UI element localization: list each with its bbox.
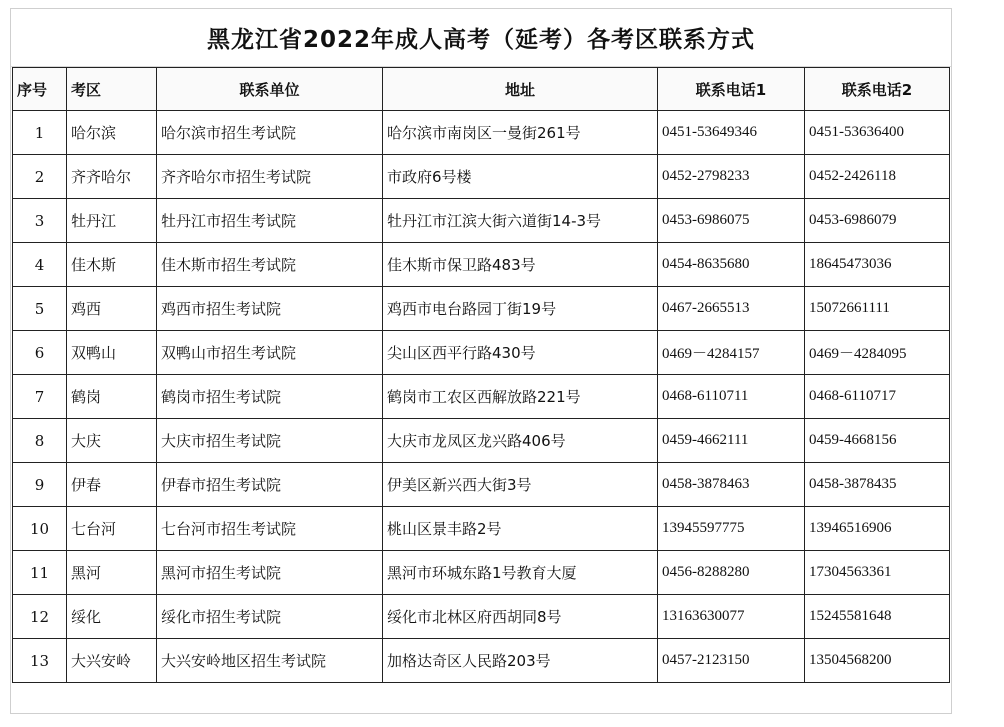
cell-address: 哈尔滨市南岗区一曼街261号 [383, 111, 658, 155]
table-row [13, 595, 950, 639]
table-row [13, 243, 950, 287]
cell-zone: 鹤岗 [67, 375, 157, 419]
cell-phone-2: 0451-53636400 [805, 111, 950, 155]
table-header [13, 68, 950, 111]
cell-zone: 绥化 [67, 595, 157, 639]
cell-phone-2: 0458-3878435 [805, 463, 950, 507]
header-phone-1: 联系电话1 [658, 68, 805, 111]
cell-phone-1: 0458-3878463 [658, 463, 805, 507]
cell-unit: 大兴安岭地区招生考试院 [157, 639, 383, 683]
cell-unit: 七台河市招生考试院 [157, 507, 383, 551]
cell-zone: 鸡西 [67, 287, 157, 331]
cell-phone-1: 0456-8288280 [658, 551, 805, 595]
cell-phone-1: 0454-8635680 [658, 243, 805, 287]
cell-seq: 7 [13, 375, 67, 419]
cell-unit: 伊春市招生考试院 [157, 463, 383, 507]
table-row [13, 375, 950, 419]
cell-phone-2: 0452-2426118 [805, 155, 950, 199]
cell-seq: 9 [13, 463, 67, 507]
cell-phone-2: 0459-4668156 [805, 419, 950, 463]
cell-phone-1: 0451-53649346 [658, 111, 805, 155]
table-row [13, 331, 950, 375]
cell-zone: 哈尔滨 [67, 111, 157, 155]
contacts-table [12, 67, 950, 683]
cell-phone-2: 13504568200 [805, 639, 950, 683]
cell-address: 佳木斯市保卫路483号 [383, 243, 658, 287]
table-row [13, 199, 950, 243]
table-row [13, 639, 950, 683]
cell-seq: 12 [13, 595, 67, 639]
page-title: 黑龙江省2022年成人高考（延考）各考区联系方式 [206, 27, 755, 53]
cell-zone: 伊春 [67, 463, 157, 507]
header-phone-2: 联系电话2 [805, 68, 950, 111]
cell-zone: 大兴安岭 [67, 639, 157, 683]
document-sheet [10, 8, 952, 714]
cell-seq: 4 [13, 243, 67, 287]
cell-zone: 大庆 [67, 419, 157, 463]
header-row [13, 68, 950, 111]
title-bar [11, 9, 951, 67]
cell-phone-1: 0453-6986075 [658, 199, 805, 243]
cell-address: 尖山区西平行路430号 [383, 331, 658, 375]
cell-seq: 11 [13, 551, 67, 595]
cell-seq: 2 [13, 155, 67, 199]
cell-zone: 齐齐哈尔 [67, 155, 157, 199]
cell-zone: 双鸭山 [67, 331, 157, 375]
cell-zone: 七台河 [67, 507, 157, 551]
cell-seq: 3 [13, 199, 67, 243]
cell-phone-1: 13163630077 [658, 595, 805, 639]
table-row [13, 463, 950, 507]
table-row [13, 155, 950, 199]
cell-zone: 佳木斯 [67, 243, 157, 287]
cell-phone-1: 0469－4284157 [658, 331, 805, 375]
cell-address: 桃山区景丰路2号 [383, 507, 658, 551]
cell-unit: 大庆市招生考试院 [157, 419, 383, 463]
cell-unit: 鸡西市招生考试院 [157, 287, 383, 331]
cell-address: 鹤岗市工农区西解放路221号 [383, 375, 658, 419]
cell-seq: 6 [13, 331, 67, 375]
cell-unit: 双鸭山市招生考试院 [157, 331, 383, 375]
cell-phone-1: 0452-2798233 [658, 155, 805, 199]
cell-phone-2: 0468-6110717 [805, 375, 950, 419]
cell-seq: 5 [13, 287, 67, 331]
cell-address: 伊美区新兴西大街3号 [383, 463, 658, 507]
cell-phone-1: 0457-2123150 [658, 639, 805, 683]
table-body [13, 111, 950, 683]
cell-seq: 10 [13, 507, 67, 551]
cell-unit: 绥化市招生考试院 [157, 595, 383, 639]
table-row [13, 551, 950, 595]
cell-phone-1: 13945597775 [658, 507, 805, 551]
cell-unit: 哈尔滨市招生考试院 [157, 111, 383, 155]
cell-address: 黑河市环城东路1号教育大厦 [383, 551, 658, 595]
table-row [13, 419, 950, 463]
cell-seq: 8 [13, 419, 67, 463]
cell-unit: 鹤岗市招生考试院 [157, 375, 383, 419]
cell-address: 大庆市龙凤区龙兴路406号 [383, 419, 658, 463]
header-address: 地址 [383, 68, 658, 111]
header-unit: 联系单位 [157, 68, 383, 111]
table-row [13, 111, 950, 155]
cell-phone-2: 0453-6986079 [805, 199, 950, 243]
cell-phone-2: 18645473036 [805, 243, 950, 287]
table-row [13, 507, 950, 551]
cell-address: 绥化市北林区府西胡同8号 [383, 595, 658, 639]
cell-phone-1: 0459-4662111 [658, 419, 805, 463]
cell-address: 加格达奇区人民路203号 [383, 639, 658, 683]
cell-unit: 佳木斯市招生考试院 [157, 243, 383, 287]
cell-seq: 13 [13, 639, 67, 683]
cell-address: 牡丹江市江滨大街六道街14-3号 [383, 199, 658, 243]
cell-unit: 齐齐哈尔市招生考试院 [157, 155, 383, 199]
cell-unit: 黑河市招生考试院 [157, 551, 383, 595]
cell-phone-1: 0467-2665513 [658, 287, 805, 331]
cell-phone-2: 13946516906 [805, 507, 950, 551]
cell-phone-2: 15245581648 [805, 595, 950, 639]
cell-unit: 牡丹江市招生考试院 [157, 199, 383, 243]
cell-address: 市政府6号楼 [383, 155, 658, 199]
cell-address: 鸡西市电台路园丁街19号 [383, 287, 658, 331]
header-zone: 考区 [67, 68, 157, 111]
cell-phone-1: 0468-6110711 [658, 375, 805, 419]
cell-phone-2: 15072661111 [805, 287, 950, 331]
table-row [13, 287, 950, 331]
cell-seq: 1 [13, 111, 67, 155]
header-seq: 序号 [13, 68, 67, 111]
cell-phone-2: 17304563361 [805, 551, 950, 595]
cell-zone: 黑河 [67, 551, 157, 595]
cell-zone: 牡丹江 [67, 199, 157, 243]
cell-phone-2: 0469－4284095 [805, 331, 950, 375]
